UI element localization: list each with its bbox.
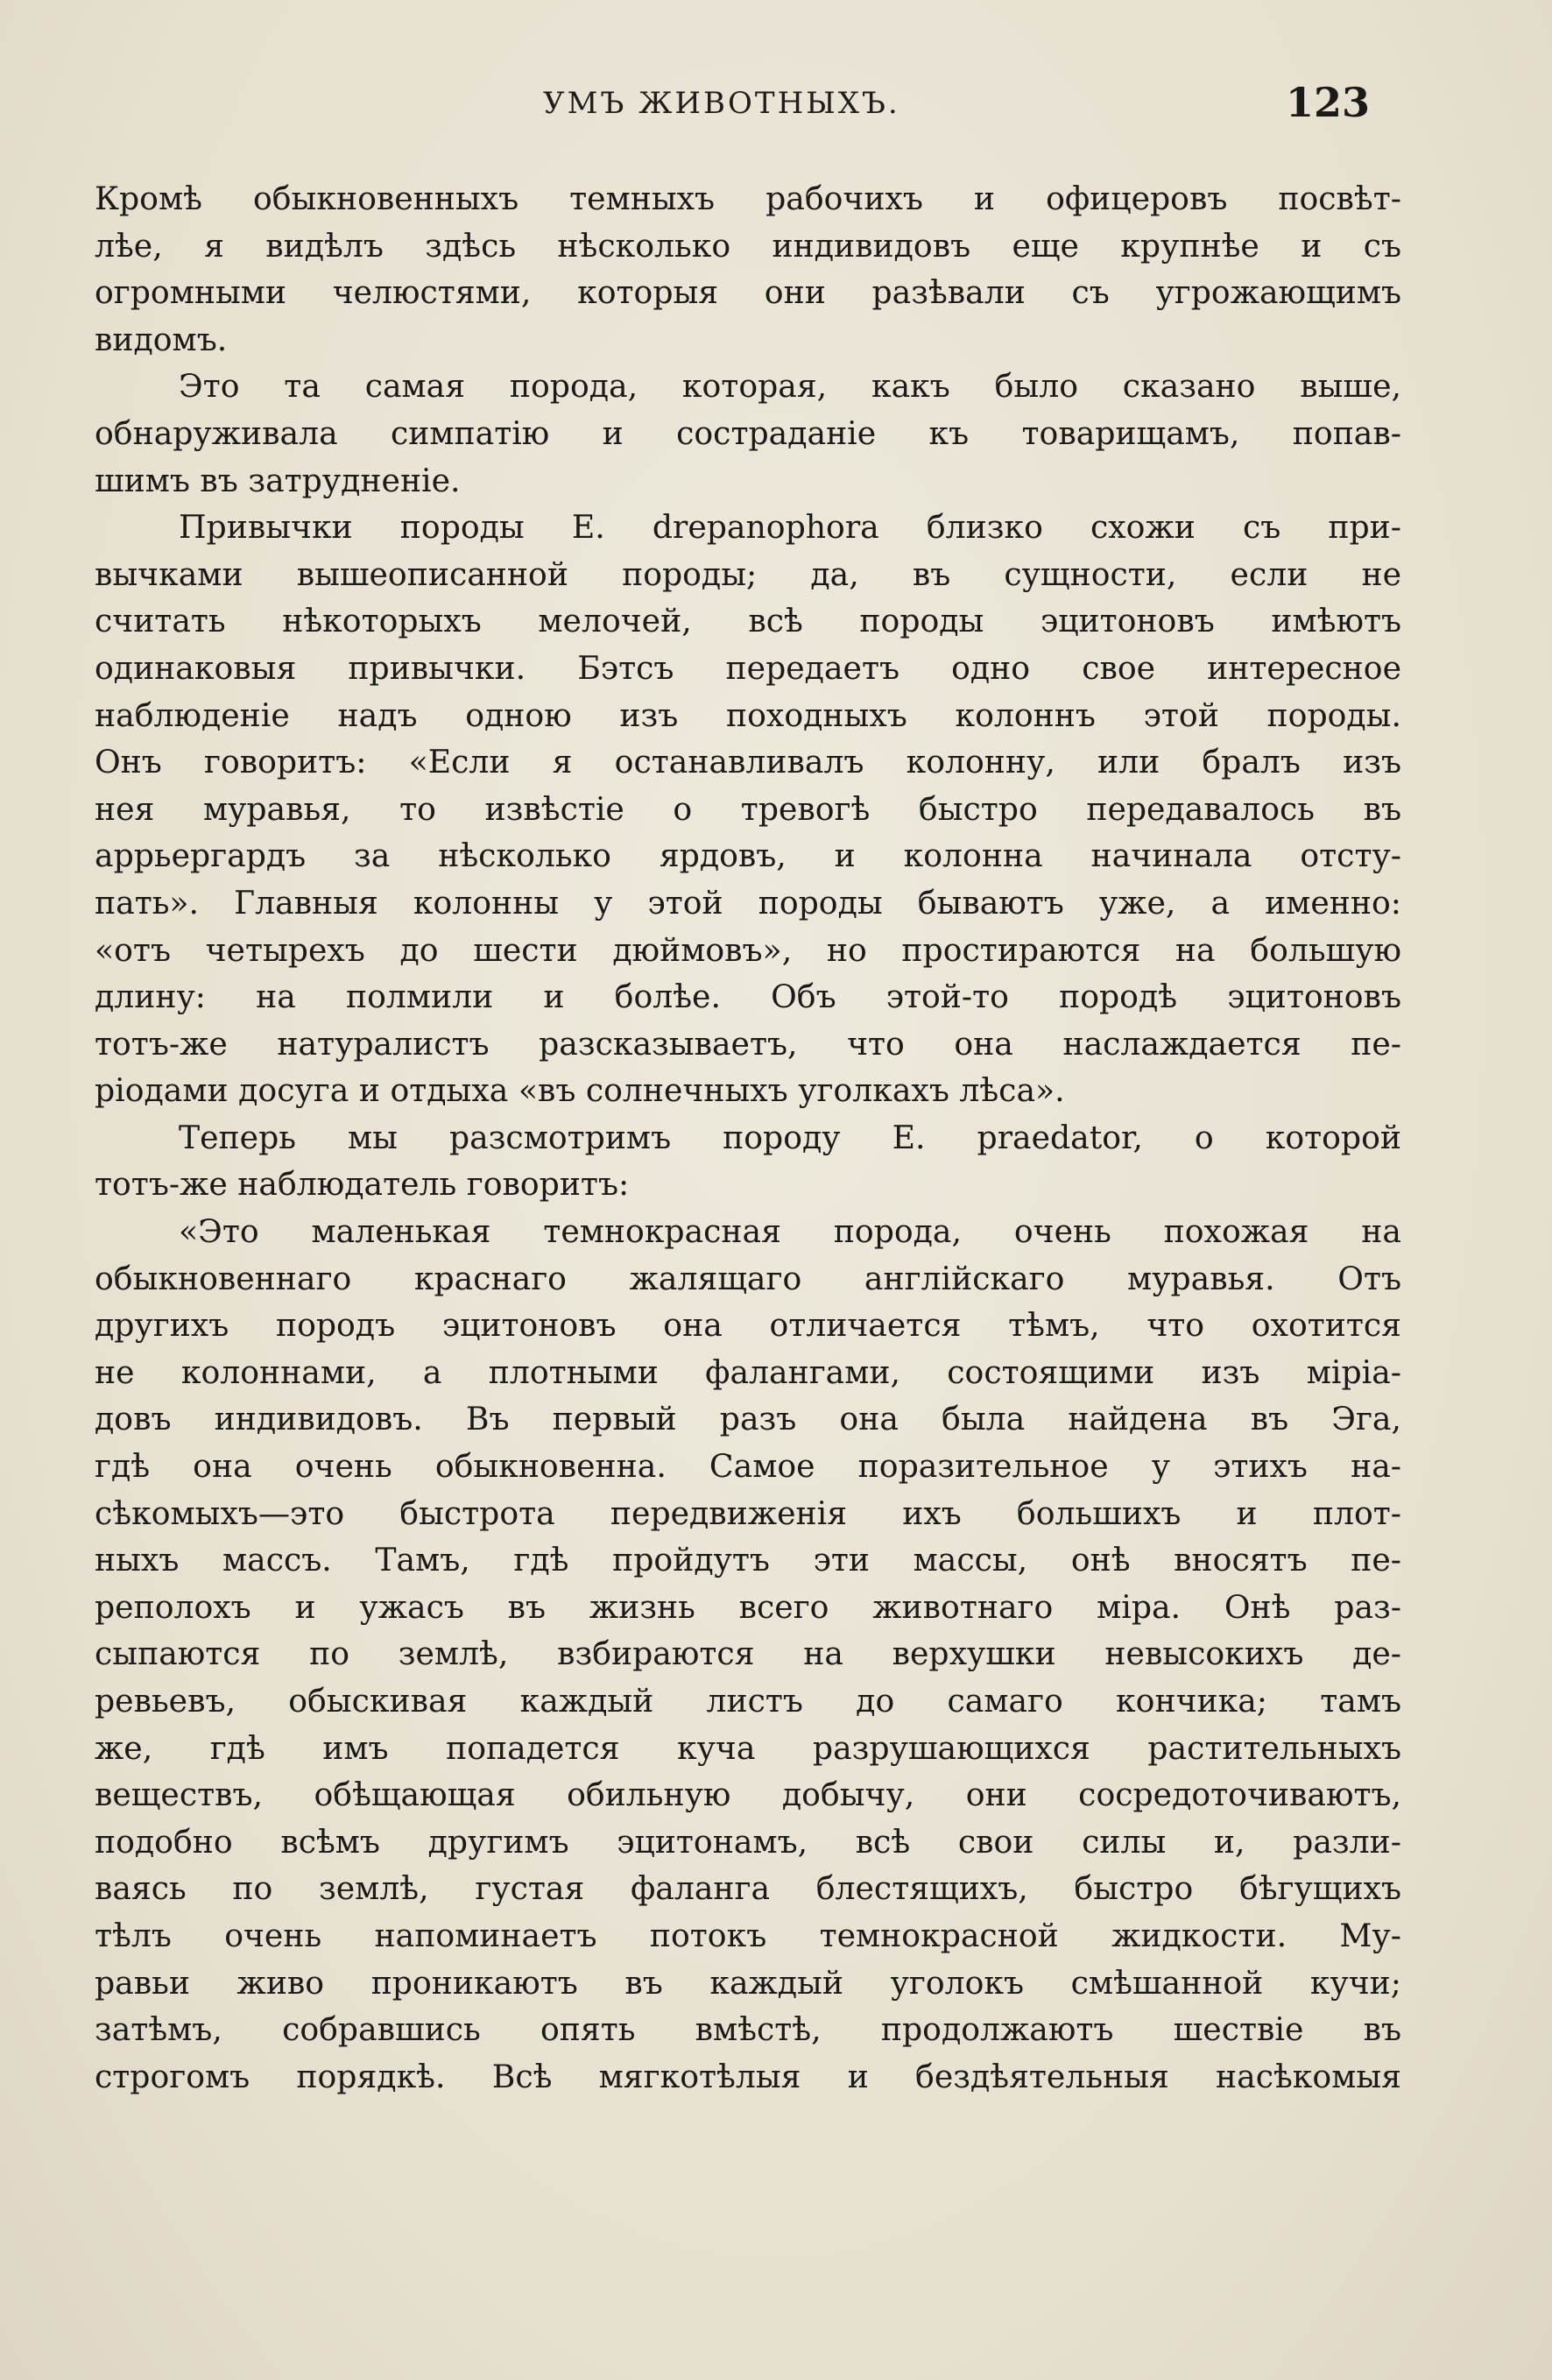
text-line: тотъ-же наблюдатель говоритъ: xyxy=(95,1165,630,1204)
text-line: видомъ. xyxy=(95,320,228,358)
text-line: довъ индивидовъ. Въ первый разъ она была найдена въ Эга, xyxy=(95,1400,1401,1438)
text-line: ріодами досуга и отдыха «въ солнечныхъ уголкахъ лѣса». xyxy=(95,1071,1065,1110)
text-line: другихъ породъ эцитоновъ она отличается тѣмъ, что охотится xyxy=(95,1306,1401,1345)
text-line: обнаруживала симпатію и состраданіе къ товарищамъ, попав- xyxy=(95,413,1401,452)
text-line: веществъ, обѣщающая обильную добычу, они сосредоточиваютъ, xyxy=(95,1776,1401,1814)
text-line: реполохъ и ужасъ въ жизнь всего животнаго міра. Онѣ раз- xyxy=(95,1587,1401,1626)
text-line: считать нѣкоторыхъ мелочей, всѣ породы эцитоновъ имѣютъ xyxy=(95,602,1401,640)
text-line: длину: на полмили и болѣе. Объ этой-то породѣ эцитоновъ xyxy=(95,978,1401,1016)
text-line: сыпаются по землѣ, взбираются на верхушки невысокихъ де- xyxy=(95,1635,1401,1673)
text-line: тѣлъ очень напоминаетъ потокъ темнокрасной жидкости. Му- xyxy=(95,1916,1401,1954)
text-line: «отъ четырехъ до шести дюймовъ», но простираются на большую xyxy=(95,930,1401,969)
text-line: обыкновеннаго краснаго жалящаго англійскаго муравья. Отъ xyxy=(95,1259,1401,1297)
text-line: подобно всѣмъ другимъ эцитонамъ, всѣ свои силы и, разли- xyxy=(95,1822,1401,1861)
text-line: ныхъ массъ. Тамъ, гдѣ пройдутъ эти массы, онѣ вносятъ пе- xyxy=(95,1541,1401,1579)
text-line: гдѣ она очень обыкновенна. Самое поразительное у этихъ на- xyxy=(95,1447,1401,1486)
text-line: равьи живо проникаютъ въ каждый уголокъ смѣшанной кучи; xyxy=(95,1963,1401,2002)
text-line: Привычки породы Е. drepanophora близко схожи съ при- xyxy=(179,508,1401,547)
text-line: затѣмъ, собравшись опять вмѣстѣ, продолжаютъ шествіе въ xyxy=(95,2010,1401,2049)
text-line: Теперь мы разсмотримъ породу Е. praedator, о которой xyxy=(179,1118,1401,1156)
text-line: строгомъ порядкѣ. Всѣ мягкотѣлыя и бездѣятельныя насѣкомыя xyxy=(95,2057,1401,2095)
page-number: 123 xyxy=(1286,79,1371,126)
text-line: ревьевъ, обыскивая каждый листъ до самаго кончика; тамъ xyxy=(95,1682,1401,1720)
text-line: шимъ въ затрудненіе. xyxy=(95,461,461,499)
paragraph xyxy=(95,363,1401,504)
text-line: огромными челюстями, которыя они разѣвали съ угрожающимъ xyxy=(95,273,1401,312)
text-line: одинаковыя привычки. Бэтсъ передаетъ одно свое интересное xyxy=(95,648,1401,687)
body-text xyxy=(95,175,1401,2100)
text-line: ваясь по землѣ, густая фаланга блестящихъ, быстро бѣгущихъ xyxy=(95,1869,1401,1908)
page-header xyxy=(0,81,1552,133)
paragraph xyxy=(95,504,1401,1114)
text-line: тотъ-же натуралистъ разсказываетъ, что она наслаждается пе- xyxy=(95,1024,1401,1063)
paragraph xyxy=(95,175,1401,363)
running-title: УМЪ ЖИВОТНЫХЪ. xyxy=(543,86,900,121)
text-line: нея муравья, то извѣстіе о тревогѣ быстро передавалось въ xyxy=(95,789,1401,828)
text-line: же, гдѣ имъ попадется куча разрушающихся растительныхъ xyxy=(95,1728,1401,1767)
text-line: Онъ говоритъ: «Если я останавливалъ колонну, или бралъ изъ xyxy=(95,743,1401,781)
text-line: «Это маленькая темнокрасная порода, очень похожая на xyxy=(179,1212,1401,1251)
paragraph xyxy=(95,1114,1401,1208)
text-line: наблюденіе надъ одною изъ походныхъ колоннъ этой породы. xyxy=(95,696,1401,734)
text-line: Кромѣ обыкновенныхъ темныхъ рабочихъ и офицеровъ посвѣт- xyxy=(95,180,1401,217)
paragraph xyxy=(95,1208,1401,2100)
text-line: пать». Главныя колонны у этой породы бываютъ уже, а именно: xyxy=(95,883,1401,922)
text-line: Это та самая порода, которая, какъ было сказано выше, xyxy=(179,367,1401,406)
text-line: аррьергардъ за нѣсколько ярдовъ, и колонна начинала отсту- xyxy=(95,837,1401,875)
text-line: вычками вышеописанной породы; да, въ сущности, если не xyxy=(95,554,1401,593)
text-line: не колоннами, а плотными фалангами, состоящими изъ міріа- xyxy=(95,1352,1401,1391)
text-line: лѣе, я видѣлъ здѣсь нѣсколько индивидовъ еще крупнѣе и съ xyxy=(95,226,1401,265)
text-line: сѣкомыхъ—это быстрота передвиженія ихъ большихъ и плот- xyxy=(95,1494,1401,1532)
